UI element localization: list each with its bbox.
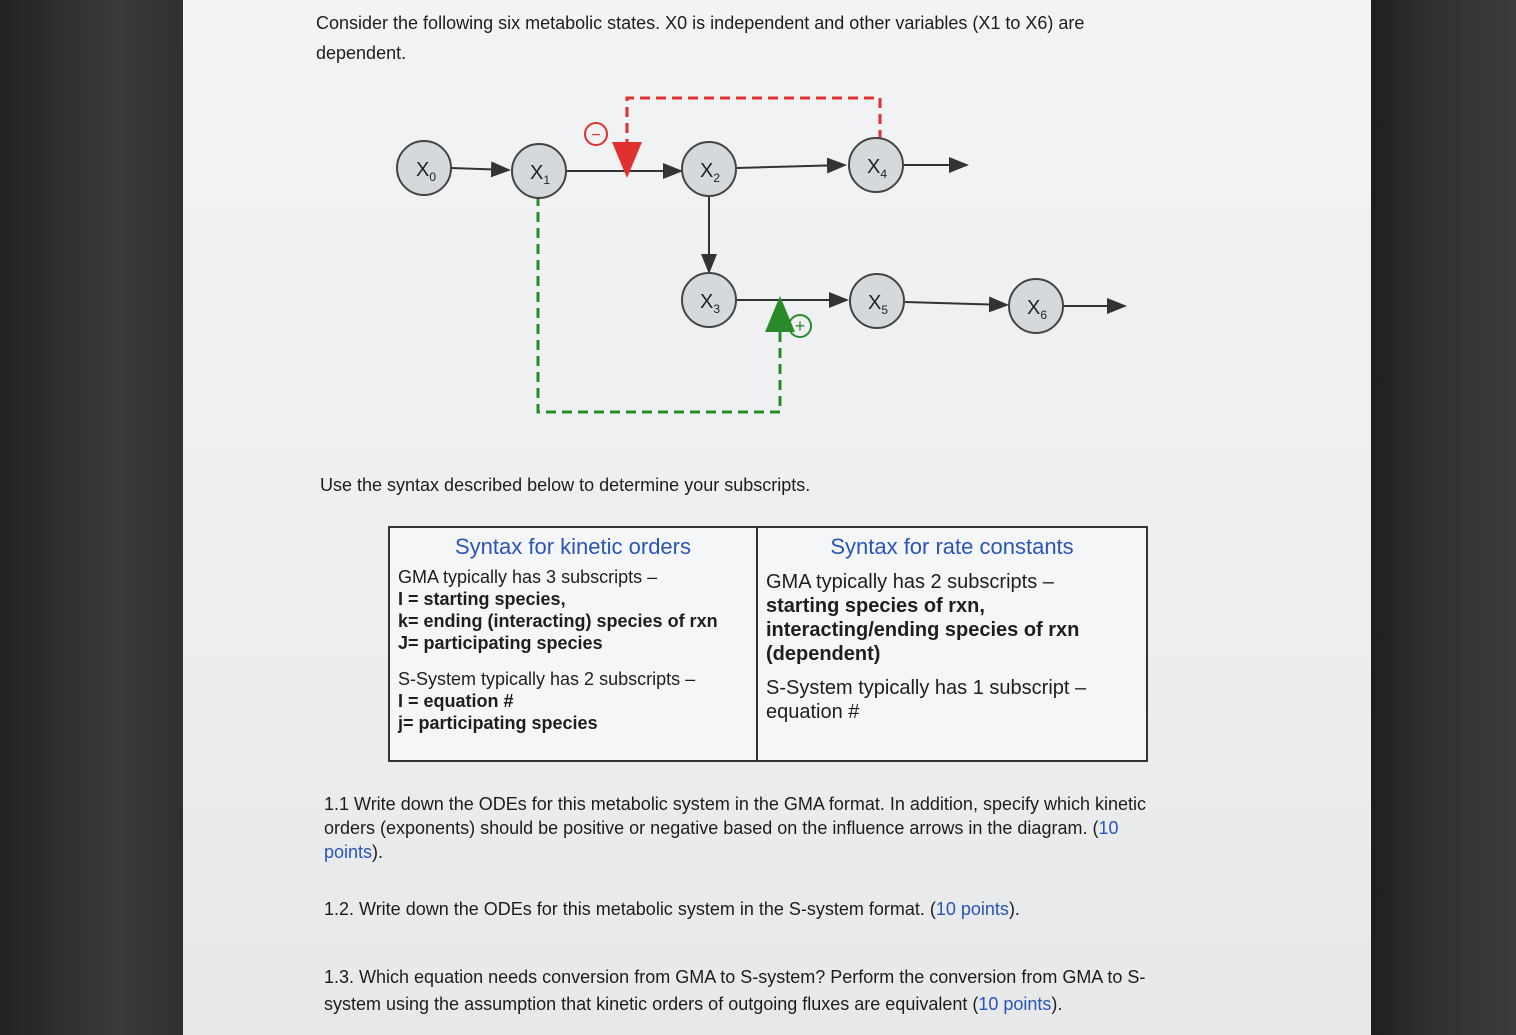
right-gma-line-3: (dependent) [766, 643, 881, 665]
kinetic-orders-header: Syntax for kinetic orders [455, 534, 691, 559]
pathway-diagram [183, 0, 1371, 440]
svg-text:X3: $X_3$ [700, 291, 721, 316]
monitor-bezel-left [0, 0, 195, 1035]
activation-sign: + [794, 316, 806, 336]
left-gma-line-1: I = starting species, [398, 589, 566, 609]
monitor-bezel-right [1370, 0, 1516, 1035]
node-x3 [682, 273, 736, 327]
left-gma-line-2: k= ending (interacting) species of rxn [398, 611, 718, 631]
left-s-line-2: j= participating species [398, 713, 598, 733]
intro-line-1: Consider the following six metabolic states. X0 is independent and other variables (X1 to X6) are [316, 13, 1085, 33]
flux-x5-x6 [905, 302, 1007, 305]
svg-text:X5: $X_5$ [868, 292, 889, 317]
flux-x2-x4 [737, 165, 845, 168]
kinetic-orders-cell [389, 527, 757, 761]
svg-text:X1: $X_1$ [530, 162, 551, 187]
left-s-title: S-System typically has 2 subscripts – [398, 669, 696, 689]
node-x2 [682, 142, 736, 196]
syntax-intro: Use the syntax described below to determine your subscripts. [320, 475, 811, 495]
svg-text:X4: $X_4$ [867, 156, 888, 181]
inhibition-sign: − [591, 127, 601, 144]
intro-line-2: dependent. [316, 43, 407, 63]
rate-constants-header: Syntax for rate constants [830, 534, 1074, 559]
svg-text:X6: $X_6$ [1027, 297, 1048, 322]
document-page [183, 0, 1371, 1035]
left-gma-line-3: J= participating species [398, 633, 603, 653]
flux-x0-x1 [451, 168, 509, 170]
left-s-line-1: I = equation # [398, 691, 514, 711]
question-1-line-1: 1.1 Write down the ODEs for this metabolic system in the GMA format. In addition, specify which kinetic [324, 794, 1147, 814]
question-3-line-2: system using the assumption that kinetic orders of outgoing fluxes are equivalent (10 points). [324, 994, 1063, 1014]
node-x1 [512, 144, 566, 198]
svg-text:X2: $X_2$ [700, 160, 721, 185]
question-1-line-3: points). [324, 842, 384, 862]
inhibition-arrow [627, 98, 880, 160]
node-x4 [849, 138, 903, 192]
right-gma-title: GMA typically has 2 subscripts – [766, 571, 1054, 593]
activation-arrow [538, 196, 780, 412]
right-gma-line-2: interacting/ending species of rxn [766, 619, 1080, 641]
question-2: 1.2. Write down the ODEs for this metabolic system in the S-system format. (10 points). [324, 899, 1020, 919]
question-3-line-1: 1.3. Which equation needs conversion from GMA to S-system? Perform the conversion from GMA to S- [324, 967, 1146, 987]
right-s-title: S-System typically has 1 subscript – [766, 677, 1087, 699]
left-gma-title: GMA typically has 3 subscripts – [398, 567, 658, 587]
svg-text:X0: $X_0$ [416, 159, 437, 184]
rate-constants-cell [757, 527, 1147, 761]
node-x5 [850, 274, 904, 328]
question-1-line-2: orders (exponents) should be positive or negative based on the influence arrows in the diagram. (10 [324, 818, 1119, 838]
syntax-table [388, 526, 1148, 762]
node-x0 [397, 141, 451, 195]
right-gma-line-1: starting species of rxn, [766, 595, 985, 617]
right-s-line: equation # [766, 701, 860, 723]
node-x6 [1009, 279, 1063, 333]
